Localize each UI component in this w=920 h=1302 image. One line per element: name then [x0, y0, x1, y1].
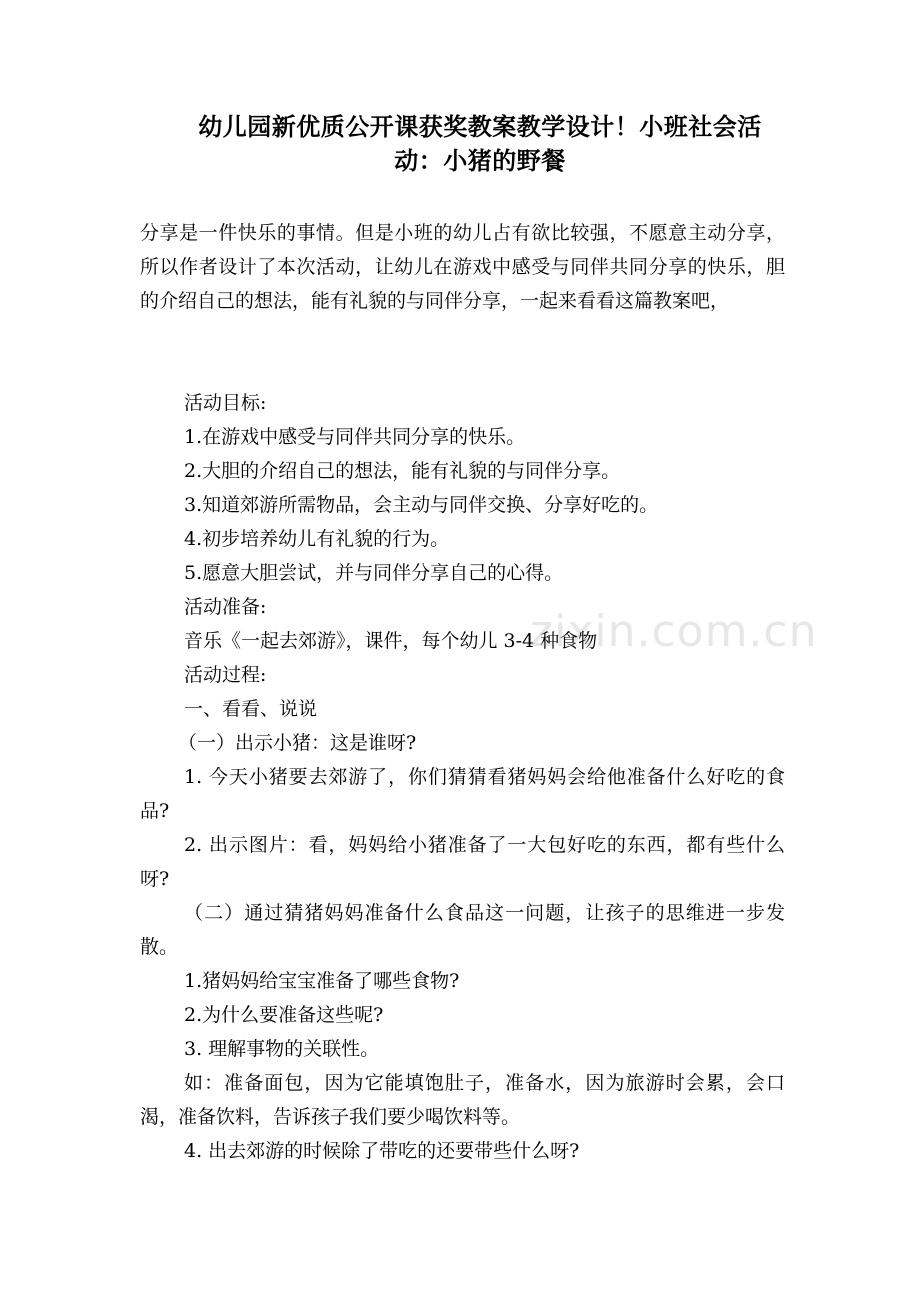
- intro-paragraph: 分享是一件快乐的事情。但是小班的幼儿占有欲比较强，不愿意主动分享，所以作者设计了本次活动，让幼儿在游戏中感受与同伴共同分享的快乐，胆的介绍自己的想法，能有礼貌的与同伴分享，一起来看看这篇教案吧，: [140, 222, 785, 312]
- question-2: 2. 出示图片：看，妈妈给小猪准备了一大包好吃的东西，都有些什么呀?: [140, 834, 785, 890]
- question-1: 1. 今天小猪要去郊游了，你们猜猜看猪妈妈会给他准备什么好吃的食品?: [140, 766, 785, 822]
- point-4: 4. 出去郊游的时候除了带吃的还要带些什么呀?: [184, 1140, 580, 1162]
- goal-item-3: 3.知道郊游所需物品，会主动与同伴交换、分享好吃的。: [184, 494, 659, 516]
- subsection-2: （二）通过猜猪妈妈准备什么食品这一问题，让孩子的思维进一步发散。: [140, 902, 785, 958]
- point-2: 2.为什么要准备这些呢?: [184, 1004, 384, 1026]
- goals-heading: 活动目标:: [184, 392, 267, 414]
- watermark: zixin.com.cn: [530, 606, 818, 657]
- example-paragraph: 如：准备面包，因为它能填饱肚子，准备水，因为旅游时会累，会口渴，准备饮料，告诉孩子我们要少喝饮料等。: [140, 1072, 785, 1128]
- goal-item-4: 4.初步培养幼儿有礼貌的行为。: [184, 528, 450, 550]
- goal-item-2: 2.大胆的介绍自己的想法，能有礼貌的与同伴分享。: [184, 460, 621, 482]
- point-3: 3. 理解事物的关联性。: [184, 1038, 380, 1060]
- process-heading: 活动过程:: [184, 664, 267, 686]
- goal-item-1: 1.在游戏中感受与同伴共同分享的快乐。: [184, 426, 526, 448]
- goal-item-5: 5.愿意大胆尝试，并与同伴分享自己的心得。: [184, 562, 564, 584]
- section-heading-1: 一、看看、说说: [184, 698, 318, 720]
- title-line-1: 幼儿园新优质公开课获奖教案教学设计！小班社会活: [198, 113, 762, 141]
- subsection-1: （一）出示小猪：这是谁呀?: [178, 732, 417, 754]
- document-title: [140, 110, 820, 178]
- prep-text: 音乐《一起去郊游》，课件，每个幼儿 3-4 种食物: [184, 630, 598, 652]
- title-line-2: 动：小猪的野餐: [394, 147, 566, 175]
- prep-heading: 活动准备:: [184, 596, 267, 618]
- point-1: 1.猪妈妈给宝宝准备了哪些食物?: [184, 970, 460, 992]
